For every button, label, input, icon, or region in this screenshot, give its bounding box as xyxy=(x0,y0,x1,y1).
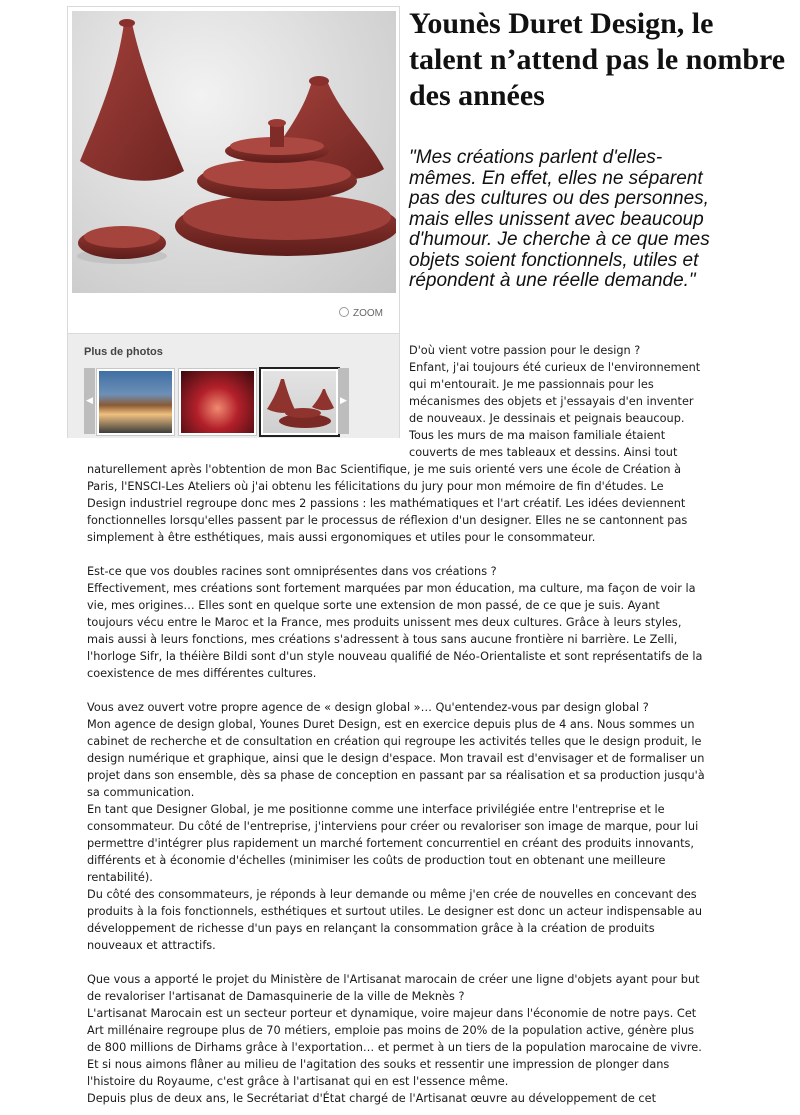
paragraph-line: design numérique et graphique, ainsi que le design d'espace. Mon travail est d'envisager et de formaliser un xyxy=(87,752,705,765)
paragraph-line: Enfant, j'ai toujours été curieux de l'environnement xyxy=(409,361,701,374)
paragraph-line: Et si nous aimons flâner au milieu de l'agitation des souks et ressentir une impression de plonger dans xyxy=(87,1058,670,1071)
paragraph-line: couverts de mes tableaux et dessins. Ainsi tout xyxy=(409,446,678,459)
paragraph-line: permettre d'intégrer plus rapidement un marché fortement concurrentiel en créant des produits innovants, xyxy=(87,837,695,850)
paragraph-line: de 800 millions de Dirhams grâce à l'exportation… et permet à un tiers de la population marocaine de vivre. xyxy=(87,1041,702,1054)
paragraph-line: vie, mes origines… Elles sont en quelque sorte une extension de mon passé, de ce que je suis. Ayant xyxy=(87,599,660,612)
magnifier-icon xyxy=(339,307,349,317)
paragraph-line: nouveaux et attractifs. xyxy=(87,939,216,952)
paragraph-line: cabinet de recherche et de consultation en création qui regroupe les activités telles que le design produit, le xyxy=(87,735,702,748)
zoom-button[interactable] xyxy=(339,307,383,319)
paragraph-line: Effectivement, mes créations sont fortement marquées par mon éducation, ma culture, ma façon de voir la xyxy=(87,582,696,595)
thumbnail-tajine-illustration xyxy=(263,371,336,433)
paragraph-line: Est-ce que vos doubles racines sont omniprésentes dans vos créations ? xyxy=(87,565,497,578)
paragraph-line: fonctionnelles lorsqu'elles passent par le processus de réflexion d'un designer. Elles ne se cantonnent pas xyxy=(87,514,688,527)
media-panel xyxy=(67,6,400,438)
main-photo-tajines[interactable] xyxy=(72,11,396,293)
paragraph-line: l'horloge Sifr, la théière Bildi sont d'un style nouveau qualifié de Néo-Orientaliste et sont représentatifs de la xyxy=(87,650,703,663)
paragraph-line: Design industriel regroupe donc mes 2 passions : les mathématiques et l'art créatif. Les idées deviennent xyxy=(87,497,686,510)
thumbnail-image xyxy=(263,371,336,433)
paragraph-gap xyxy=(87,546,712,563)
paragraph-line: sa communication. xyxy=(87,786,195,799)
paragraph-line: toujours vécu entre le Maroc et la France, mes produits unissent mes deux cultures. Grâce à leurs styles, xyxy=(87,616,682,629)
paragraph-line: Vous avez ouvert votre propre agence de « design global »… Qu'entendez-vous par design global ? xyxy=(87,701,649,714)
paragraph-line: de nouveaux. Je dessinais et peignais beaucoup. xyxy=(409,412,685,425)
pull-quote: "Mes créations parlent d'elles-mêmes. En effet, elles ne séparent pas des cultures ou des personnes, mais elles unissent avec beaucoup d'humour. Je cherche à ce que mes objets soient fonctionnels, utiles et répondent à une réelle demande." xyxy=(409,147,710,291)
paragraph-line: rentabilité). xyxy=(87,871,153,884)
paragraph-line: Depuis plus de deux ans, le Secrétariat d'État chargé de l'Artisanat œuvre au développement de cet xyxy=(87,1092,656,1105)
gallery-next-arrow-icon[interactable]: ▶ xyxy=(338,368,349,434)
paragraph-line: Paris, l'ENSCI-Les Ateliers où j'ai obtenu les félicitations du jury pour mon mémoire de fin d'études. Le xyxy=(87,480,664,493)
gallery-title: Plus de photos xyxy=(84,346,163,358)
paragraph-line: de revaloriser l'artisanat de Damasquinerie de la ville de Meknès ? xyxy=(87,990,465,1003)
gallery-prev-arrow-icon[interactable]: ◀ xyxy=(84,368,95,434)
paragraph-gap xyxy=(87,954,712,971)
paragraph-line: coexistence de mes différentes cultures. xyxy=(87,667,317,680)
zoom-label: ZOOM xyxy=(353,308,383,319)
article-title: Younès Duret Design, le talent n’attend pas le nombre des années xyxy=(409,7,786,112)
gallery-thumbnail[interactable] xyxy=(178,368,257,436)
paragraph-line: mais aussi à leurs fonctions, mes créations s'adressent à tous sans aucune frontière ni barrière. Le Zelli, xyxy=(87,633,678,646)
paragraph-line: Que vous a apporté le projet du Ministère de l'Artisanat marocain de créer une ligne d'objets ayant pour but xyxy=(87,973,700,986)
paragraph-line: qui m'entourait. Je me passionnais pour les xyxy=(409,378,654,391)
tajine-illustration xyxy=(72,11,396,293)
photo-gallery xyxy=(68,333,399,438)
paragraph-line: En tant que Designer Global, je me positionne comme une interface privilégiée entre l'entreprise et le xyxy=(87,803,665,816)
thumbnail-image xyxy=(181,371,254,433)
paragraph-line: consommateur. Du côté de l'entreprise, j'interviens pour créer ou revaloriser son image de marque, pour lui xyxy=(87,820,699,833)
article-body xyxy=(87,461,712,1107)
article-intro-column xyxy=(409,342,734,461)
paragraph-line: naturellement après l'obtention de mon Bac Scientifique, je me suis orienté vers une école de Création à xyxy=(87,463,682,476)
paragraph-line: développement de richesse d'un pays en relançant la consommation grâce à la création de produits xyxy=(87,922,655,935)
thumbnail-image xyxy=(99,371,172,433)
paragraph-line: D'où vient votre passion pour le design ? xyxy=(409,344,641,357)
paragraph-gap xyxy=(87,682,712,699)
gallery-thumbnail-selected[interactable] xyxy=(259,367,340,437)
paragraph-line: l'histoire du Royaume, c'est grâce à l'artisanat qui en est l'essence même. xyxy=(87,1075,509,1088)
gallery-thumbnail[interactable] xyxy=(96,368,175,436)
paragraph-line: Tous les murs de ma maison familiale étaient xyxy=(409,429,666,442)
paragraph-line: différents et à économie d'échelles (minimiser les coûts de production tout en obtenant une meilleure xyxy=(87,854,666,867)
paragraph-line: L'artisanat Marocain est un secteur porteur et dynamique, voire majeur dans l'économie de notre pays. Cet xyxy=(87,1007,697,1020)
paragraph-line: produits à la fois fonctionnels, esthétiques et surtout utiles. Le designer est donc un acteur indispensable au xyxy=(87,905,703,918)
paragraph-line: simplement à être esthétiques, mais aussi ergonomiques et utiles pour le consommateur. xyxy=(87,531,596,544)
paragraph-line: mécanismes des objets et j'essayais d'en inventer xyxy=(409,395,694,408)
paragraph-line: Mon agence de design global, Younes Duret Design, est en exercice depuis plus de 4 ans. Nous sommes un xyxy=(87,718,695,731)
paragraph-line: Art millénaire regroupe plus de 70 métiers, emploie pas moins de 20% de la population active, génère plus xyxy=(87,1024,695,1037)
paragraph-line: projet dans son ensemble, dès sa phase de conception en passant par sa réalisation et sa production jusqu'à xyxy=(87,769,705,782)
paragraph-line: Du côté des consommateurs, je réponds à leur demande ou même j'en crée de nouvelles en concevant des xyxy=(87,888,697,901)
